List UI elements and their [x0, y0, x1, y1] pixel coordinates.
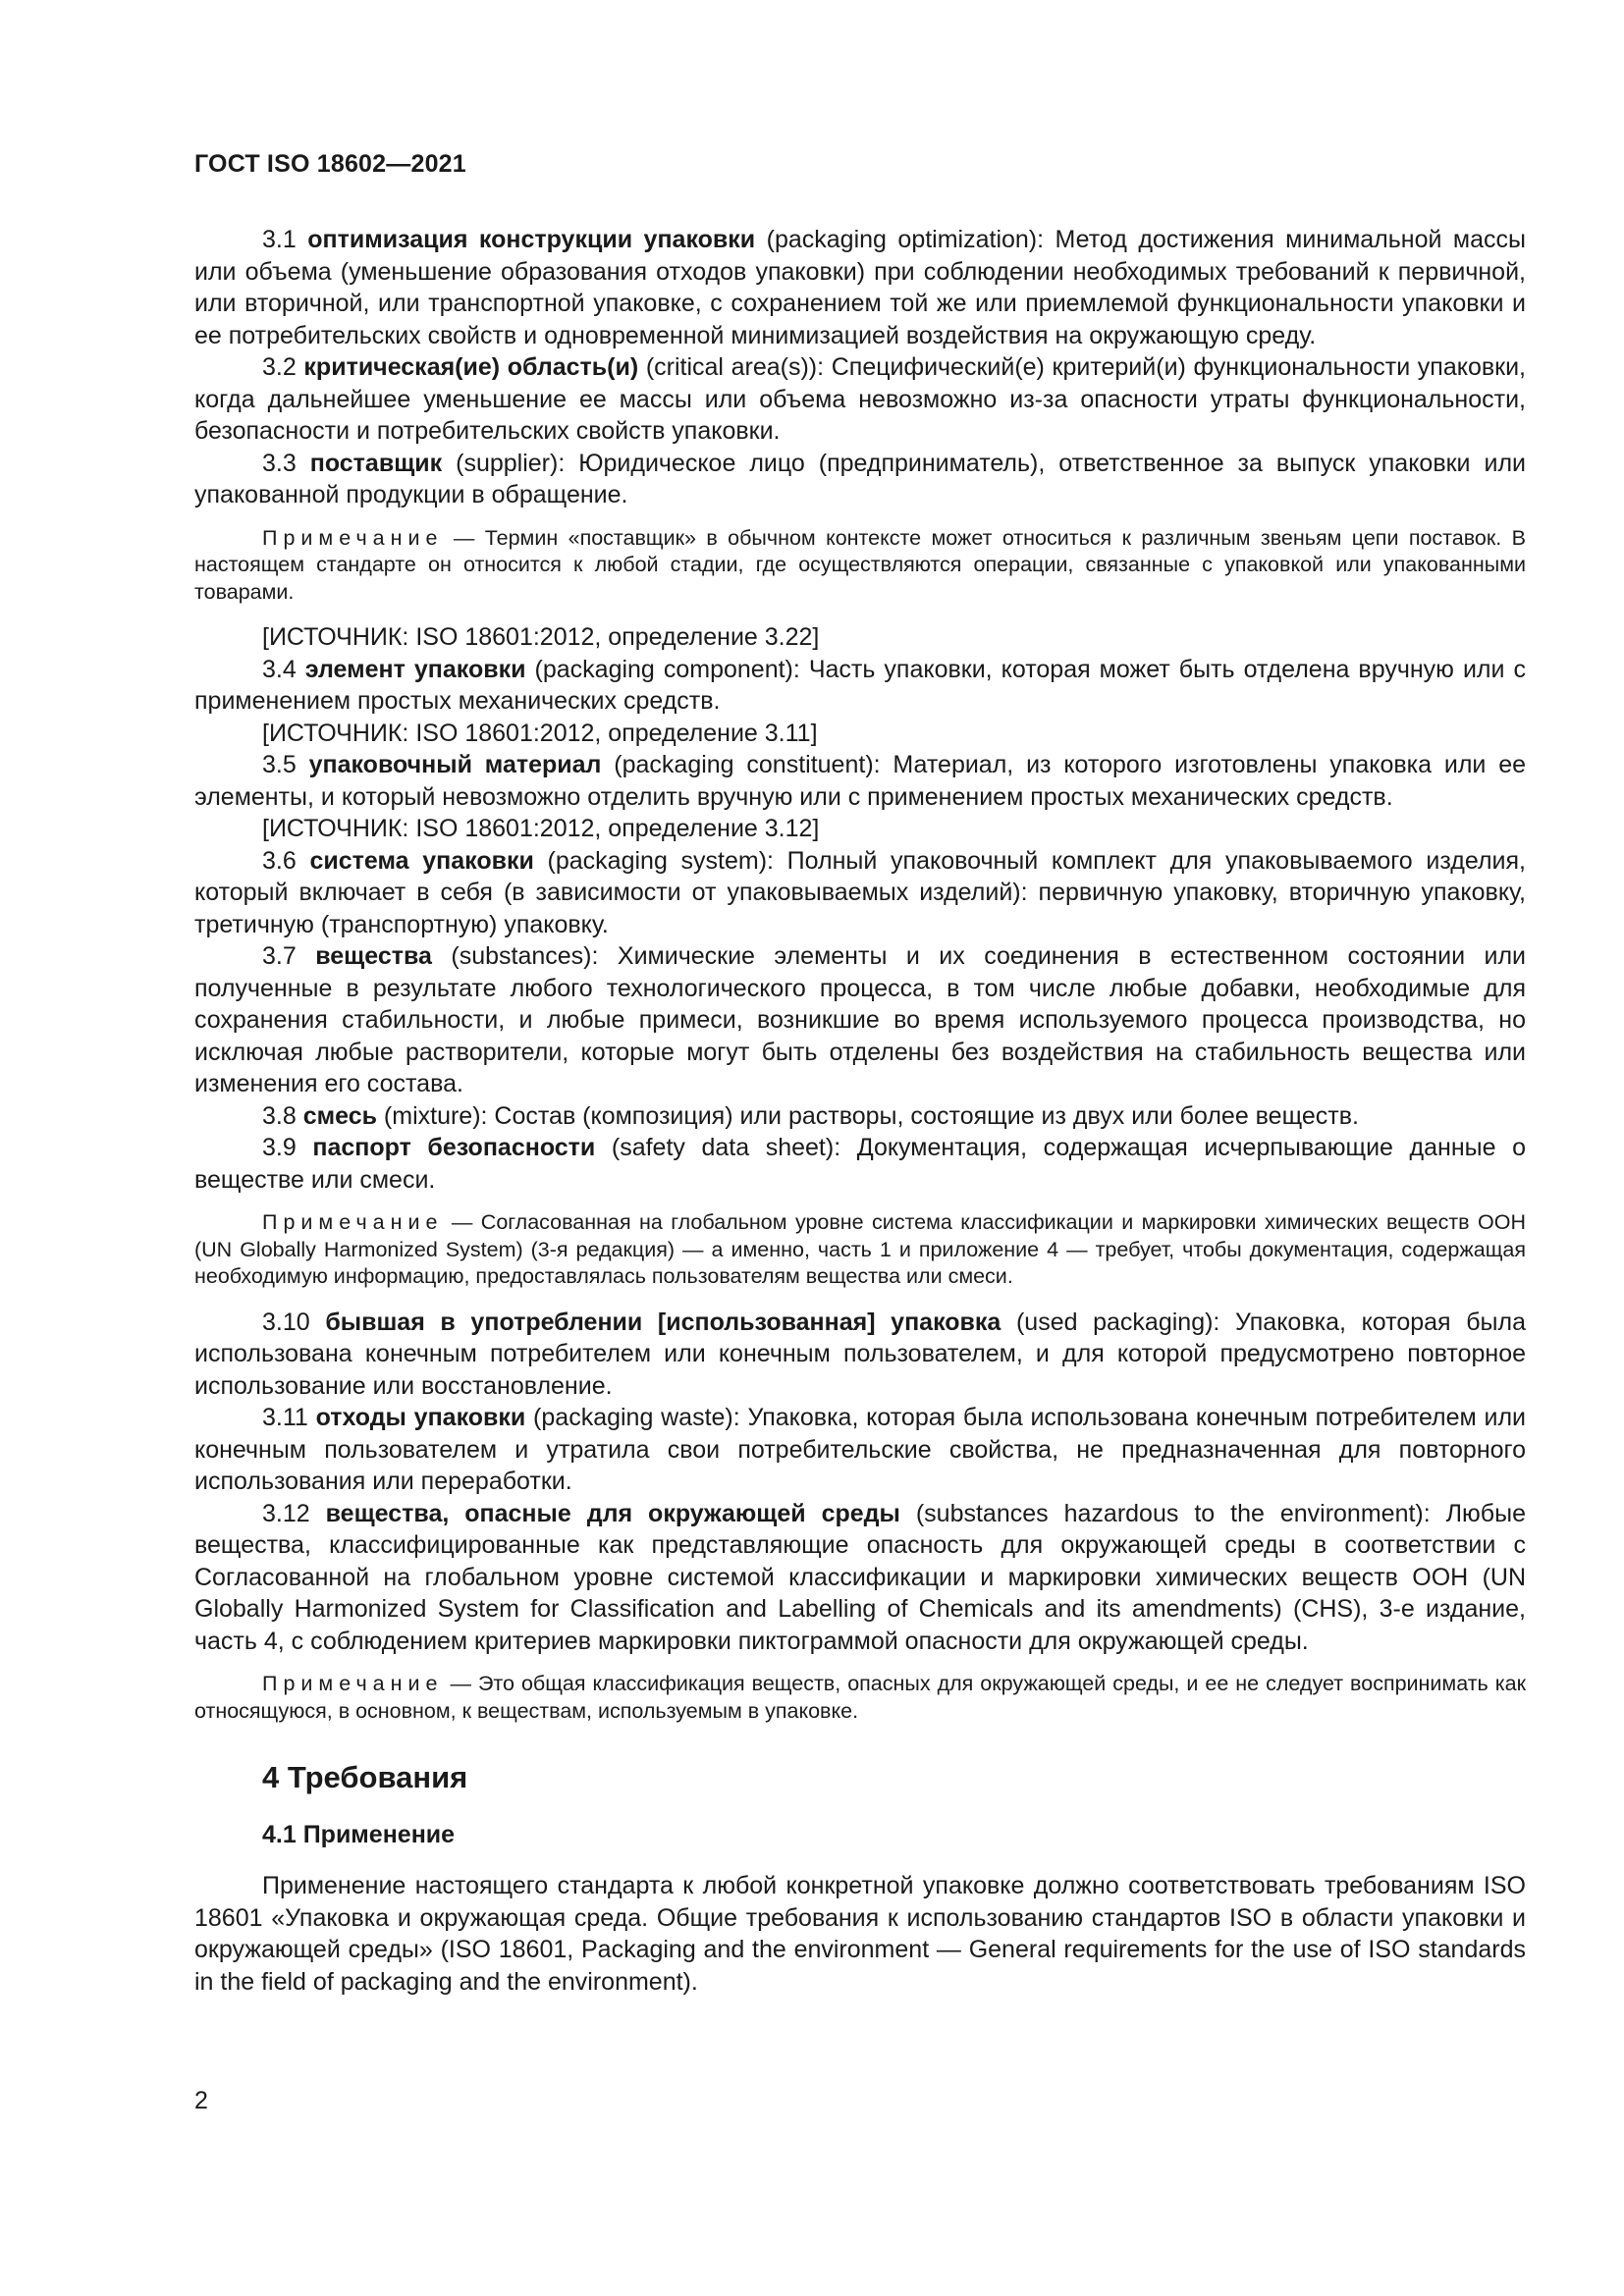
- term-number: 3.6: [262, 846, 297, 875]
- term-definition: (packaging component): Часть упаковки, которая может быть отделена вручную или с применением простых механических средств.: [194, 655, 1526, 715]
- term-number: 3.9: [262, 1134, 297, 1161]
- note-text: — Это общая классификация веществ, опасных для окружающей среды, и ее не следует воспринимать как относящуюся, в основном, к веществам, используемым в упаковке.: [194, 1672, 1526, 1723]
- term-definition: (mixture): Состав (композиция) или растворы, состоящие из двух или более веществ.: [376, 1101, 1359, 1130]
- term-definition: (substances): Химические элементы и их соединения в естественном состоянии или полученные в результате любого технологического процесса, в том числе любые добавки, необходимые для сохранения стабильности, и любые примеси, возникшие во время используемого процесса производства, но исключая любые растворители, которые могут быть отделены без воздействия на стабильность вещества или изменения его состава.: [194, 942, 1527, 1097]
- note-label: Примечание: [262, 525, 444, 550]
- term-number: 3.7: [262, 942, 297, 970]
- page-number: 2: [194, 2087, 208, 2114]
- term-definition: (supplier): Юридическое лицо (предприниматель), ответственное за выпуск упаковки или упакованной продукции в обращение.: [194, 449, 1526, 508]
- subsection-heading: 4.1 Применение: [262, 1821, 456, 1848]
- term-3-5: [194, 749, 1526, 813]
- term-definition: (used packaging): Упаковка, которая была использована конечным потребителем или конечным пользователем, и для которой предусмотрено повторное использование или восстановление.: [194, 1308, 1526, 1400]
- term-definition: (safety data sheet): Документация, содержащая исчерпывающие данные о веществе или смеси.: [194, 1134, 1527, 1194]
- term-definition: (substances hazardous to the environment): Любые вещества, классифицированные как представляющие опасность для окружающей среды в соответствии с Согласованной на глобальном уровне системой классификации и маркировки химических веществ ООН (UN Globally Harmonized System for Classification and Labelling of Chemicals and its amendments) (CHS), 3-е издание, часть 4, с соблюдением критериев маркировки пиктограммой опасности для окружающей среды.: [194, 1499, 1526, 1655]
- term-definition: (packaging optimization): Метод достижения минимальной массы или объема (уменьшение образования отходов упаковки) при соблюдении необходимых требований к первичной, или вторичной, или транспортной упаковке, с сохранением той же или приемлемой функциональности упаковки и ее потребительских свойств и одновременной минимизацией воздействия на окружающую среду.: [194, 226, 1526, 349]
- term-number: 3.8: [262, 1101, 297, 1130]
- term-3-7: [194, 940, 1526, 1100]
- note-3-3: [194, 525, 1526, 607]
- source-3-3: [ИСТОЧНИК: ISO 18601:2012, определение 3.22]: [262, 623, 820, 651]
- source-3-4: [ИСТОЧНИК: ISO 18601:2012, определение 3.11]: [262, 719, 818, 747]
- term-definition: (packaging waste): Упаковка, которая была использована конечным потребителем или конечным пользователем и утратила свои потребительские свойства, не предназначенная для повторного использования или переработки.: [194, 1404, 1527, 1495]
- term-number: 3.3: [262, 449, 297, 477]
- note-text: — Термин «поставщик» в обычном контексте может относиться к различным звеньям цепи поставок. В настоящем стандарте он относится к любой стадии, где осуществляются операции, связанные с упаковкой или упакованными товарами.: [194, 525, 1526, 604]
- term-3-6: [194, 845, 1526, 941]
- term-title: упаковочный материал: [308, 751, 602, 778]
- term-number: 3.11: [262, 1404, 308, 1431]
- term-3-2: [194, 351, 1526, 448]
- term-title: паспорт безопасности: [312, 1134, 596, 1161]
- term-title: смесь: [302, 1101, 377, 1130]
- term-definition: (critical area(s)): Специфический(е) критерий(и) функциональности упаковки, когда дальнейшее уменьшение ее массы или объема невозможно из-за опасности утраты функциональности, безопасности и потребительских свойств упаковки.: [194, 353, 1527, 445]
- term-title: оптимизация конструкции упаковки: [307, 226, 756, 253]
- term-title: критическая(ие) область(и): [303, 353, 639, 381]
- term-3-10: [194, 1307, 1526, 1403]
- term-number: 3.10: [262, 1308, 310, 1336]
- term-title: отходы упаковки: [315, 1404, 526, 1431]
- term-number: 3.12: [262, 1499, 310, 1527]
- term-3-11: [194, 1402, 1526, 1498]
- term-title: бывшая в употреблении [использованная] упаковка: [325, 1308, 1001, 1336]
- note-3-12: [194, 1671, 1526, 1725]
- term-title: вещества, опасные для окружающей среды: [325, 1499, 900, 1527]
- note-label: Примечание: [262, 1210, 444, 1234]
- note-3-9: [194, 1209, 1526, 1291]
- term-definition: (packaging system): Полный упаковочный комплект для упаковываемого изделия, который включает в себя (в зависимости от упаковываемых изделий): первичную упаковку, вторичную упаковку, третичную (транспортную) упаковку.: [194, 846, 1526, 938]
- document-header: ГОСТ ISO 18602—2021: [194, 150, 466, 178]
- term-number: 3.1: [262, 226, 297, 253]
- document-body: [194, 224, 1526, 1998]
- section-4-1-text: Применение настоящего стандарта к любой конкретной упаковке должно соответствовать требованиям ISO 18601 «Упаковка и окружающая среда. Общие требования к использованию стандартов ISO в области упаковки и окружающей среды» (ISO 18601, Packaging and the environment — General requirements for the use of ISO standards in the field of packaging and the environment).: [194, 1872, 1526, 1996]
- term-3-9: [194, 1132, 1526, 1196]
- note-text: — Согласованная на глобальном уровне система классификации и маркировки химических веществ ООН (UN Globally Harmonized System) (3-я редакция) — а именно, часть 1 и приложение 4 — требует, чтобы документация, содержащая необходимую информацию, предоставлялась пользователям вещества или смеси.: [194, 1210, 1526, 1288]
- term-3-12: [194, 1498, 1526, 1658]
- section-heading: 4 Требования: [262, 1760, 468, 1794]
- term-number: 3.4: [262, 655, 297, 683]
- note-label: Примечание: [262, 1672, 444, 1695]
- term-3-3: [194, 448, 1526, 511]
- term-number: 3.2: [262, 353, 297, 381]
- term-3-4: [194, 654, 1526, 718]
- term-number: 3.5: [262, 751, 297, 778]
- term-title: элемент упаковки: [304, 655, 526, 683]
- term-title: поставщик: [309, 449, 443, 477]
- term-title: вещества: [315, 942, 432, 970]
- term-3-8: [194, 1100, 1526, 1133]
- term-3-1: [194, 224, 1526, 351]
- source-3-5: [ИСТОЧНИК: ISO 18601:2012, определение 3.12]: [262, 815, 820, 842]
- term-definition: (packaging constituent): Материал, из которого изготовлены упаковка или ее элементы, и который невозможно отделить вручную или с применением простых механических средств.: [194, 751, 1527, 811]
- term-title: система упаковки: [309, 846, 534, 875]
